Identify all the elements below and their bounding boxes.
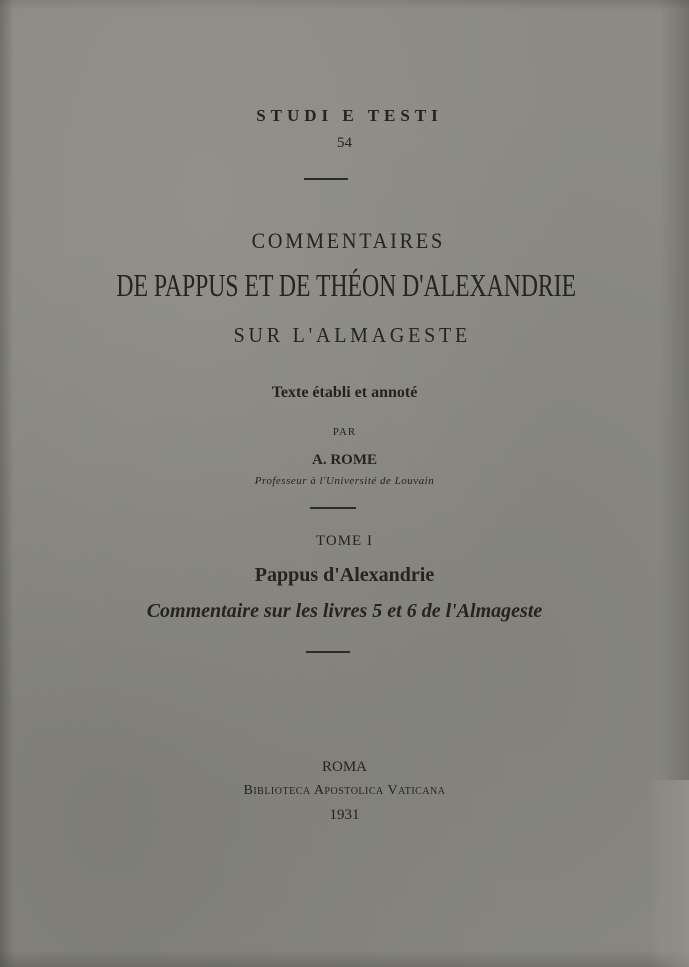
divider-rule bbox=[304, 178, 348, 180]
series-number: 54 bbox=[337, 135, 352, 151]
author-affiliation: Professeur à l'Université de Louvain bbox=[254, 475, 435, 487]
volume-subtitle: Commentaire sur les livres 5 et 6 de l'Almageste bbox=[146, 600, 543, 622]
tome-label: TOME I bbox=[316, 533, 373, 549]
divider-rule bbox=[306, 651, 350, 653]
title-line-1: COMMENTAIRES bbox=[251, 228, 446, 253]
divider-rule bbox=[310, 507, 356, 509]
publication-year: 1931 bbox=[329, 807, 360, 823]
title-line-3: SUR L'ALMAGESTE bbox=[233, 323, 471, 347]
volume-title: Pappus d'Alexandrie bbox=[254, 564, 435, 586]
series-title: STUDI E TESTI bbox=[256, 106, 443, 125]
edited-note: Texte établi et annoté bbox=[271, 384, 418, 401]
publisher-city: ROMA bbox=[321, 759, 367, 775]
by-label: PAR bbox=[332, 426, 357, 438]
title-line-2: DE PAPPUS ET DE THÉON D'ALEXANDRIE bbox=[116, 267, 577, 303]
author-name: A. ROME bbox=[312, 452, 377, 468]
publisher-name: Biblioteca Apostolica Vaticana bbox=[243, 783, 446, 798]
